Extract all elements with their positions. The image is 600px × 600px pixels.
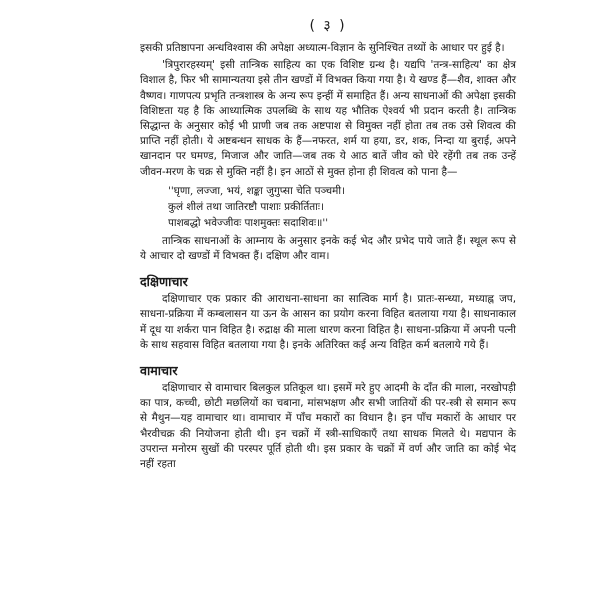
page-number: ( ३ ) <box>309 18 347 34</box>
sanskrit-verse <box>168 183 516 231</box>
heading-vamachar: वामाचार <box>140 363 178 379</box>
verse-line-2: कुलं शीलं तथा जातिरष्टौ पाशाः प्रकीर्तिताः। <box>168 200 324 213</box>
paragraph-tripura-rahasyam: 'त्रिपुरारहस्यम्' इसी तान्त्रिक साहित्य का एक विशिष्ट ग्रन्थ है। यद्यपि 'तन्त्र-साहित्य' का क्षेत्र विशाल है, फिर भी सामान्यतया इसे तीन खण्डों में विभक्त किया गया है। ये खण्ड हैं—शैव, शाक्त और वैष्णव। गाणपत्य प्रभृति तन्त्रशास्त्र के अन्य रूप इन्हीं में समाहित हैं। अन्य साधनाओं की अपेक्षा इसकी विशिष्टता यह है कि आध्यात्मिक उपलब्धि के साथ यह भौतिक ऐश्वर्य भी प्रदान करती है। तान्त्रिक सिद्धान्त के अनुसार कोई भी प्राणी जब तक अष्टपाश से विमुक्त नहीं होता तब तक उसे शिवत्व की प्राप्ति नहीं होती। ये अष्टबन्धन साधक के हैं—नफरत, शर्म या हया, डर, शक, निन्दा या बुराई, अपने खानदान पर घमण्ड, मिजाज और जाति—जब तक ये आठ बातें जीव को घेरे रहेंगी तब तक उन्हें जीवन-मरण के चक्र से मुक्ति नहीं है। इन आठों से मुक्त होना ही शिवत्व को पाना है— <box>140 59 516 178</box>
heading-dakshinachar: दक्षिणाचार <box>140 274 188 290</box>
paragraph-vamachar: दक्षिणाचार से वामाचार बिलकुल प्रतिकूल था। इसमें मरे हुए आदमी के दाँत की माला, नरखोपड़ी का पात्र, कच्ची, छोटी मछलियों का चबाना, मांसभक्षण और सभी जातियों की पर-स्त्री से समान रूप से मैथुन—यह वामाचार था। वामाचार में पाँच मकारों का विधान है। इन पाँच मकारों के आधार पर भैरवीचक्र की नियोजना होती थी। इन चक्रों में स्त्री-साधिकाएँ तथा साधक मिलते थे। मद्यपान के उपरान्त मनोरम सुखों की परस्पर पूर्ति होती थी। इस प्रकार के चक्रों में वर्ण और जाति का कोई भेद नहीं रहता <box>140 382 516 471</box>
paragraph-dakshinachar: दक्षिणाचार एक प्रकार की आराधना-साधना का सात्विक मार्ग है। प्रातः-सन्ध्या, मध्याह्न जप, साधना-प्रक्रिया में कम्बलासन या ऊन के आसन का प्रयोग करना विहित बतलाया गया है। साधनाकाल में दूध या शर्करा पान विहित है। रुद्राक्ष की माला धारण करना विहित है। साधना-प्रक्रिया में अपनी पत्नी के साथ सहवास विहित बतलाया गया है। इनके अतिरिक्त कई अन्य विहित कर्म बतलाये गये हैं। <box>140 293 516 351</box>
verse-line-1: ''घृणा, लज्जा, भयं, शङ्का जुगुप्सा चेति पञ्चमी। <box>168 184 345 197</box>
verse-line-3: पाशबद्धो भवेज्जीवः पाशमुक्तः सदाशिवः॥'' <box>168 216 329 229</box>
paragraph-intro-continuation: इसकी प्रतिष्ठापना अन्धविश्वास की अपेक्षा अध्यात्म-विज्ञान के सुनिश्चित तथ्यों के आधार पर हुई है। <box>140 42 505 54</box>
paragraph-tantric-divisions: तान्त्रिक साधनाओं के आम्नाय के अनुसार इनके कई भेद और प्रभेद पाये जाते हैं। स्थूल रूप से ये आचार दो खण्डों में विभक्त हैं। दक्षिण और वाम। <box>140 234 516 263</box>
